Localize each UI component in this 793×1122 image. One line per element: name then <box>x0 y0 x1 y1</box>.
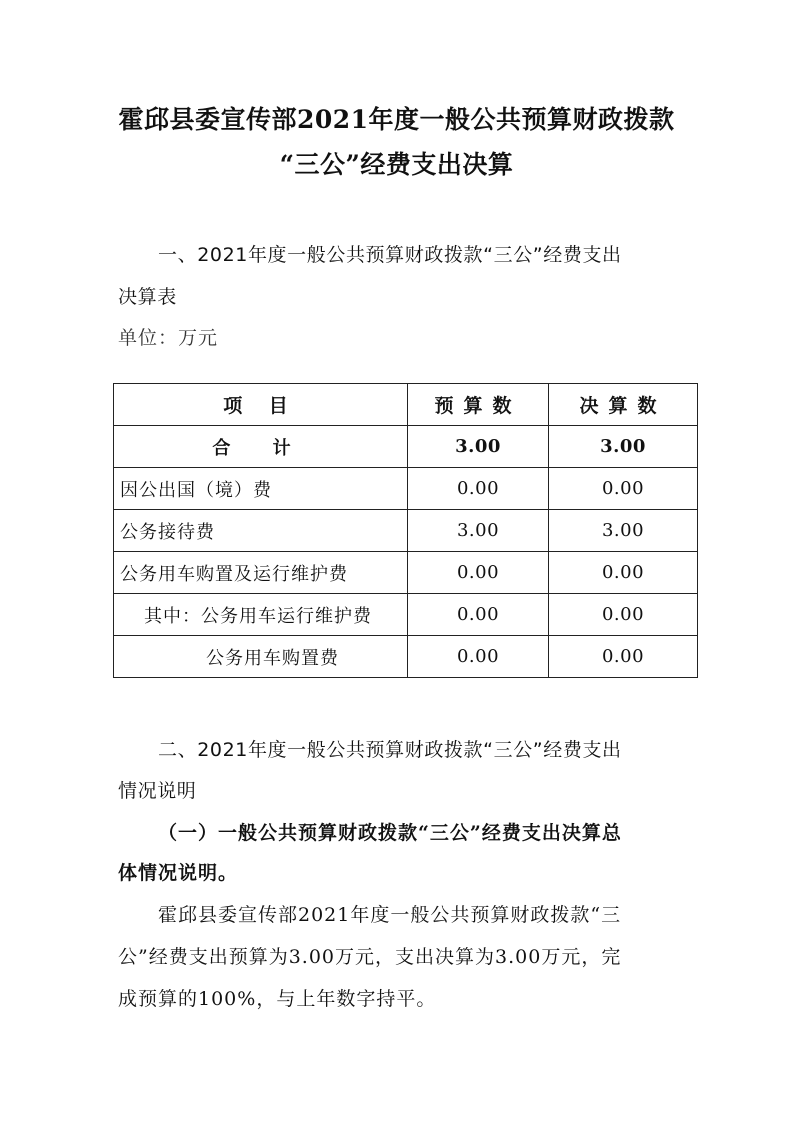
row-actual: 0.00 <box>549 468 698 510</box>
table-header-row <box>114 384 698 426</box>
table-row <box>114 636 698 678</box>
paragraph-line-1: 霍邱县委宣传部2021年度一般公共预算财政拨款“三 <box>158 904 622 926</box>
row-actual: 0.00 <box>549 552 698 594</box>
unit-label: 单位：万元 <box>118 327 219 349</box>
header-budget: 预算数 <box>408 384 549 426</box>
paragraph-line-3: 成预算的100%，与上年数字持平。 <box>118 988 437 1010</box>
row-name: 合 计 <box>114 426 408 468</box>
section-2-heading: 二、2021年度一般公共预算财政拨款“三公”经费支出 <box>158 739 622 761</box>
row-budget: 3.00 <box>408 426 549 468</box>
row-actual: 0.00 <box>549 636 698 678</box>
row-actual: 3.00 <box>549 426 698 468</box>
row-name: 公务用车购置费 <box>114 636 408 678</box>
row-budget: 0.00 <box>408 468 549 510</box>
section-2-heading-cont: 情况说明 <box>118 780 197 802</box>
row-actual: 3.00 <box>549 510 698 552</box>
header-actual: 决算数 <box>549 384 698 426</box>
subsection-1-heading: （一）一般公共预算财政拨款“三公”经费支出决算总 <box>158 822 622 844</box>
row-budget: 0.00 <box>408 594 549 636</box>
row-actual: 0.00 <box>549 594 698 636</box>
row-name: 公务用车购置及运行维护费 <box>114 552 408 594</box>
row-name: 公务接待费 <box>114 510 408 552</box>
table-row <box>114 552 698 594</box>
row-budget: 3.00 <box>408 510 549 552</box>
row-name: 其中：公务用车运行维护费 <box>114 594 408 636</box>
table-row <box>114 468 698 510</box>
row-budget: 0.00 <box>408 552 549 594</box>
section-1-heading-cont: 决算表 <box>118 286 177 308</box>
expense-table <box>113 383 698 678</box>
subsection-1-heading-cont: 体情况说明。 <box>118 862 239 884</box>
row-name: 因公出国（境）费 <box>114 468 408 510</box>
paragraph-line-2: 公”经费支出预算为3.00万元，支出决算为3.00万元，完 <box>118 946 622 968</box>
table-row <box>114 510 698 552</box>
table-row-total <box>114 426 698 468</box>
row-budget: 0.00 <box>408 636 549 678</box>
document-title-line-1: 霍邱县委宣传部2021年度一般公共预算财政拨款 <box>118 105 675 134</box>
section-1-heading: 一、2021年度一般公共预算财政拨款“三公”经费支出 <box>158 244 622 266</box>
header-item: 项 目 <box>114 384 408 426</box>
table-row <box>114 594 698 636</box>
document-title-line-2: “三公”经费支出决算 <box>279 150 514 179</box>
